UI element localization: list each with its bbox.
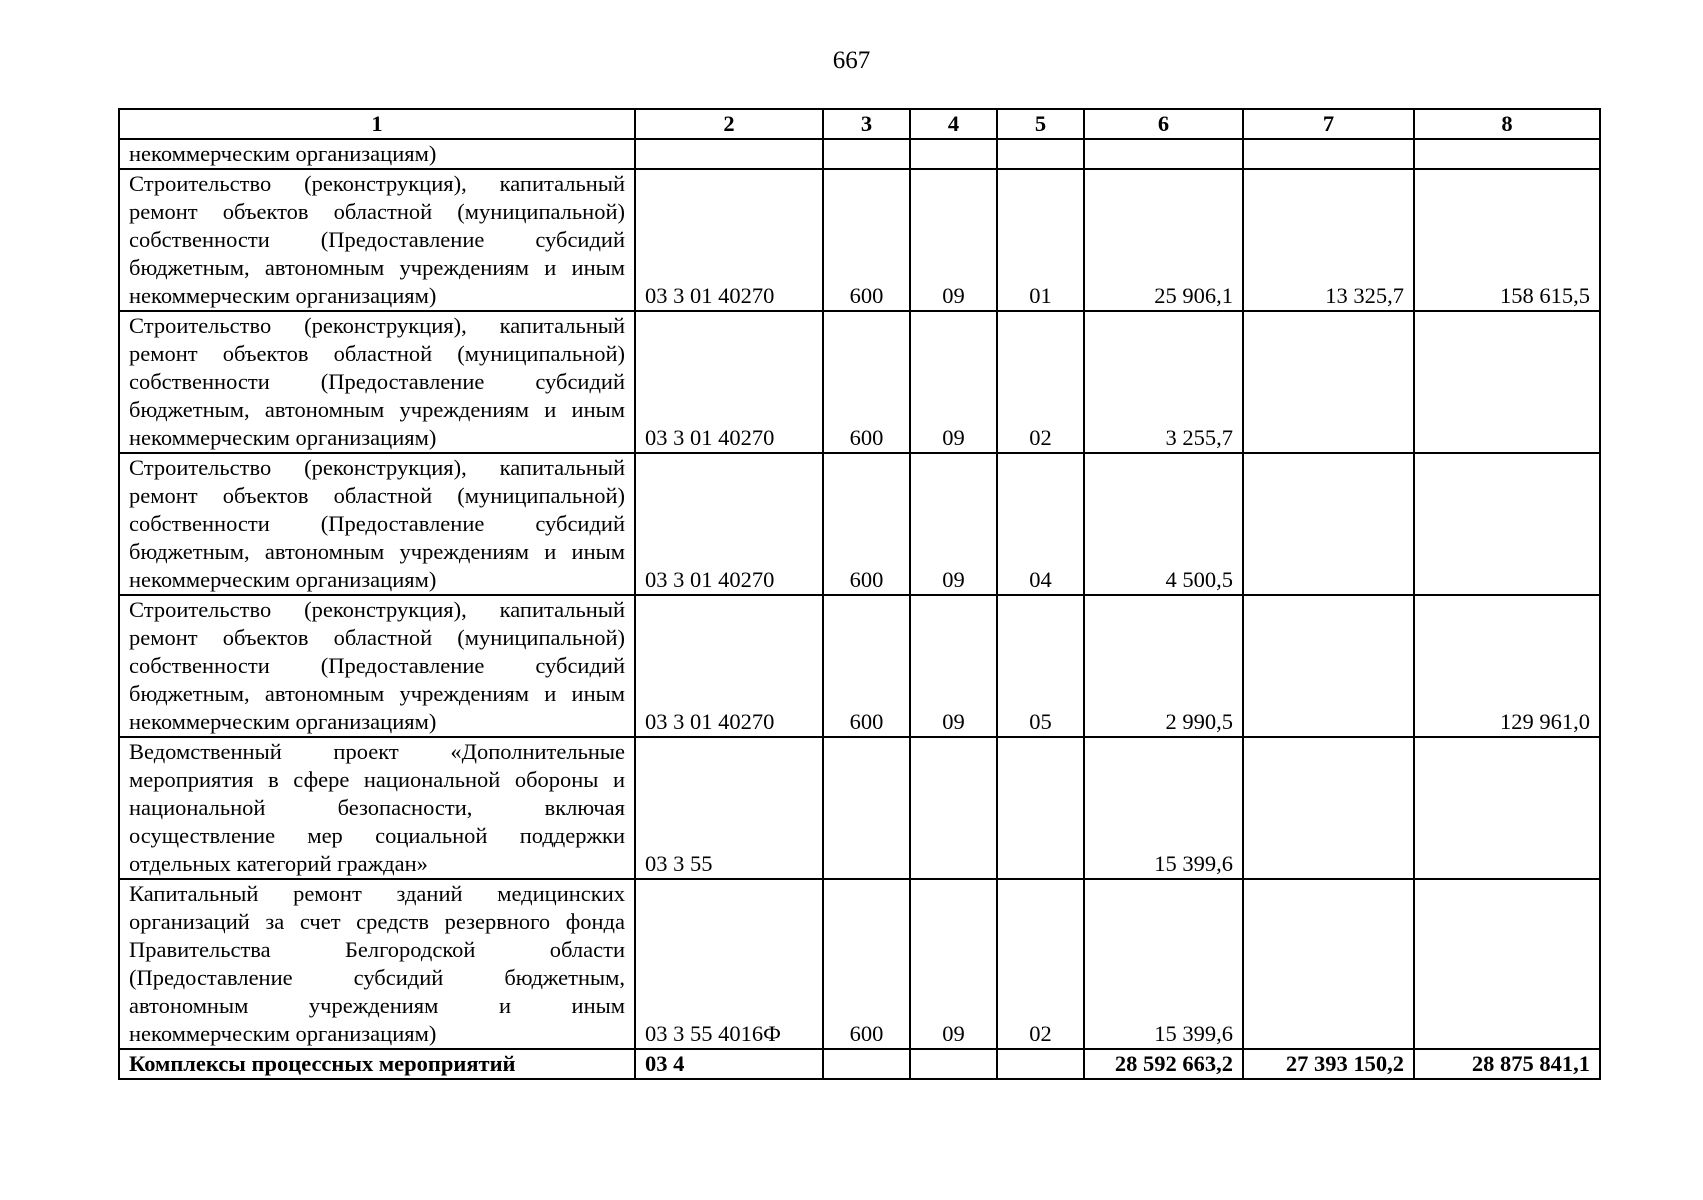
row-code: 03 3 01 40270 bbox=[635, 311, 823, 453]
row-col5: 01 bbox=[997, 169, 1084, 311]
row-col5: 05 bbox=[997, 595, 1084, 737]
row-description: некоммерческим организациям) bbox=[119, 139, 635, 169]
row-code: 03 3 55 bbox=[635, 737, 823, 879]
total-col3 bbox=[823, 1049, 910, 1079]
header-cell: 4 bbox=[910, 109, 997, 139]
row-description: Строительство (реконструкция), капитальный ремонт объектов областной (муниципальной) собственности (Предоставление субсидий бюджетным, автономным учреждениям и иным некоммерческим организациям) bbox=[119, 595, 635, 737]
row-value-6: 25 906,1 bbox=[1084, 169, 1243, 311]
row-value-6 bbox=[1084, 139, 1243, 169]
budget-table bbox=[118, 108, 1601, 1080]
row-code: 03 3 01 40270 bbox=[635, 595, 823, 737]
row-value-6: 15 399,6 bbox=[1084, 879, 1243, 1049]
row-col3 bbox=[823, 737, 910, 879]
row-code: 03 3 55 4016Ф bbox=[635, 879, 823, 1049]
row-value-7 bbox=[1243, 595, 1414, 737]
table-row bbox=[119, 737, 1600, 879]
row-value-7 bbox=[1243, 311, 1414, 453]
row-col4: 09 bbox=[910, 453, 997, 595]
row-code: 03 3 01 40270 bbox=[635, 453, 823, 595]
header-cell: 5 bbox=[997, 109, 1084, 139]
row-value-6: 4 500,5 bbox=[1084, 453, 1243, 595]
header-cell: 7 bbox=[1243, 109, 1414, 139]
row-col4: 09 bbox=[910, 311, 997, 453]
row-value-7 bbox=[1243, 453, 1414, 595]
table-row bbox=[119, 139, 1600, 169]
table-header-row bbox=[119, 109, 1600, 139]
row-col3: 600 bbox=[823, 879, 910, 1049]
row-col5: 04 bbox=[997, 453, 1084, 595]
row-description: Строительство (реконструкция), капитальный ремонт объектов областной (муниципальной) собственности (Предоставление субсидий бюджетным, автономным учреждениям и иным некоммерческим организациям) bbox=[119, 169, 635, 311]
row-col3 bbox=[823, 139, 910, 169]
row-description: Строительство (реконструкция), капитальный ремонт объектов областной (муниципальной) собственности (Предоставление субсидий бюджетным, автономным учреждениям и иным некоммерческим организациям) bbox=[119, 311, 635, 453]
row-value-7 bbox=[1243, 139, 1414, 169]
total-value-7: 27 393 150,2 bbox=[1243, 1049, 1414, 1079]
header-cell: 2 bbox=[635, 109, 823, 139]
table-row bbox=[119, 311, 1600, 453]
row-col3: 600 bbox=[823, 311, 910, 453]
total-value-8: 28 875 841,1 bbox=[1414, 1049, 1600, 1079]
row-col5 bbox=[997, 139, 1084, 169]
row-value-6: 2 990,5 bbox=[1084, 595, 1243, 737]
header-cell: 6 bbox=[1084, 109, 1243, 139]
row-description: Строительство (реконструкция), капитальный ремонт объектов областной (муниципальной) собственности (Предоставление субсидий бюджетным, автономным учреждениям и иным некоммерческим организациям) bbox=[119, 453, 635, 595]
table-row bbox=[119, 595, 1600, 737]
page-number: 667 bbox=[832, 47, 871, 74]
row-value-7: 13 325,7 bbox=[1243, 169, 1414, 311]
row-value-8: 129 961,0 bbox=[1414, 595, 1600, 737]
row-col4: 09 bbox=[910, 169, 997, 311]
row-value-6: 15 399,6 bbox=[1084, 737, 1243, 879]
row-value-7 bbox=[1243, 879, 1414, 1049]
table-row bbox=[119, 453, 1600, 595]
row-value-8 bbox=[1414, 311, 1600, 453]
total-description: Комплексы процессных мероприятий bbox=[119, 1049, 635, 1079]
row-value-8 bbox=[1414, 879, 1600, 1049]
row-col4 bbox=[910, 737, 997, 879]
total-col4 bbox=[910, 1049, 997, 1079]
row-col5 bbox=[997, 737, 1084, 879]
row-value-8 bbox=[1414, 139, 1600, 169]
table-row bbox=[119, 169, 1600, 311]
row-col5: 02 bbox=[997, 879, 1084, 1049]
total-code: 03 4 bbox=[635, 1049, 823, 1079]
total-value-6: 28 592 663,2 bbox=[1084, 1049, 1243, 1079]
row-col4: 09 bbox=[910, 879, 997, 1049]
row-description: Капитальный ремонт зданий медицинских организаций за счет средств резервного фонда Правительства Белгородской области (Предоставление субсидий бюджетным, автономным учреждениям и иным некоммерческим организациям) bbox=[119, 879, 635, 1049]
row-code bbox=[635, 139, 823, 169]
row-value-8: 158 615,5 bbox=[1414, 169, 1600, 311]
header-cell: 3 bbox=[823, 109, 910, 139]
row-col3: 600 bbox=[823, 453, 910, 595]
row-col5: 02 bbox=[997, 311, 1084, 453]
row-description: Ведомственный проект «Дополнительные мероприятия в сфере национальной обороны и национальной безопасности, включая осуществление мер социальной поддержки отдельных категорий граждан» bbox=[119, 737, 635, 879]
row-code: 03 3 01 40270 bbox=[635, 169, 823, 311]
total-row bbox=[119, 1049, 1600, 1079]
row-value-8 bbox=[1414, 737, 1600, 879]
header-cell: 8 bbox=[1414, 109, 1600, 139]
row-col4: 09 bbox=[910, 595, 997, 737]
header-cell: 1 bbox=[119, 109, 635, 139]
row-value-6: 3 255,7 bbox=[1084, 311, 1243, 453]
row-col3: 600 bbox=[823, 169, 910, 311]
table-row bbox=[119, 879, 1600, 1049]
row-value-8 bbox=[1414, 453, 1600, 595]
total-col5 bbox=[997, 1049, 1084, 1079]
row-col4 bbox=[910, 139, 997, 169]
row-col3: 600 bbox=[823, 595, 910, 737]
row-value-7 bbox=[1243, 737, 1414, 879]
